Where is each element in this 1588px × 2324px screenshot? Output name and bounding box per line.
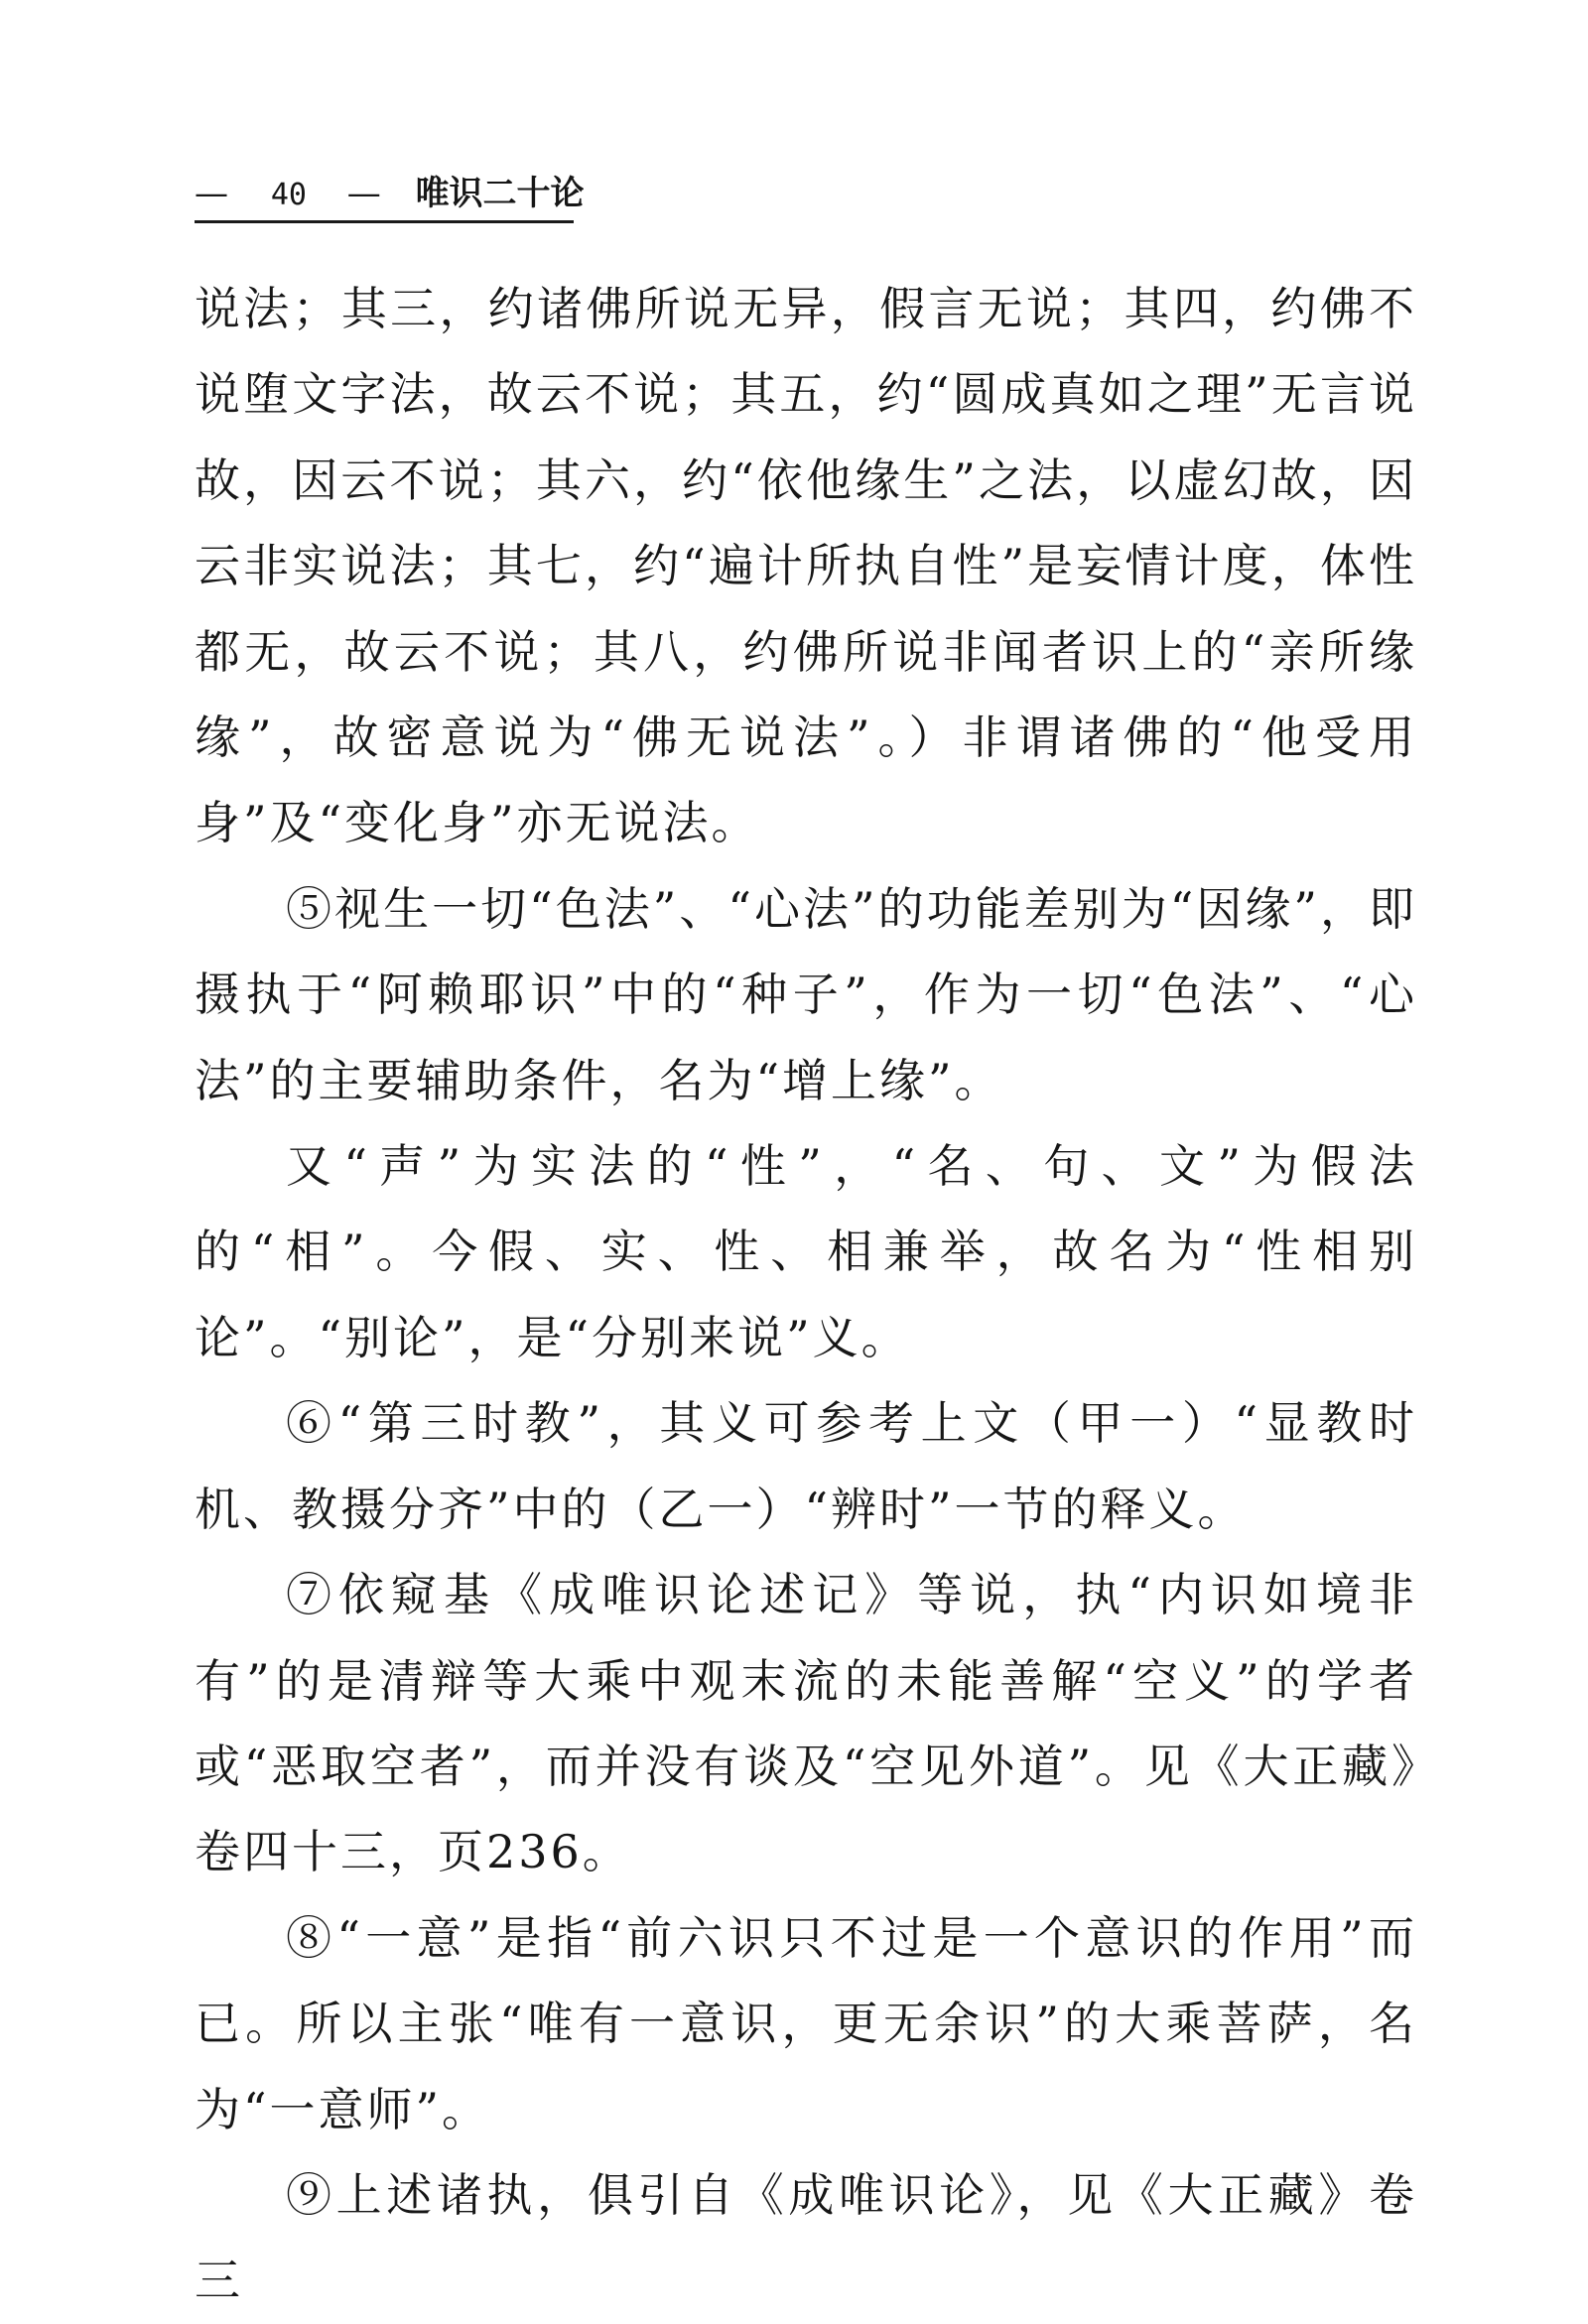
footnote-7: ⑦依窥基《成唯识论述记》等说，执“内识如境非有”的是清辩等大乘中观末流的未能善解“空义”的学者或“恶取空者”，而并没有谈及“空见外道”。见《大正藏》卷四十三，页236。 xyxy=(195,1568,1417,1879)
header-dash-right: — xyxy=(346,174,381,213)
page-number: 40 xyxy=(270,178,307,212)
running-header xyxy=(195,167,585,223)
footnote-6: ⑥“第三时教”，其义可参考上文（甲一）“显教时机、教摄分齐”中的（乙一）“辨时”一节的释义。 xyxy=(195,1396,1417,1536)
footnote-9: ⑨上述诸执，俱引自《成唯识论》，见《大正藏》卷三 xyxy=(195,2167,1417,2308)
footnote-5-continued: 又“声”为实法的“性”，“名、句、文”为假法的“相”。今假、实、性、相兼举，故名为“性相别论”。“别论”，是“分别来说”义。 xyxy=(195,1139,1417,1364)
header-dash-left: — xyxy=(195,174,228,213)
paragraph-continuation: 说法；其三，约诸佛所说无异，假言无说；其四，约佛不说堕文字法，故云不说；其五，约“圆成真如之理”无言说故，因云不说；其六，约“依他缘生”之法，以虚幻故，因云非实说法；其七，约“遍计所执自性”是妄情计度，体性都无，故云不说；其八，约佛所说非闻者识上的“亲所缘缘”，故密意说为“佛无说法”。）非谓诸佛的“他受用身”及“变化身”亦无说法。 xyxy=(195,282,1417,850)
body-text xyxy=(195,266,1417,2324)
book-title: 唯识二十论 xyxy=(415,174,585,213)
footnote-8: ⑧“一意”是指“前六识只不过是一个意识的作用”而已。所以主张“唯有一意识，更无余识”的大乘菩萨，名为“一意师”。 xyxy=(195,1910,1417,2136)
footnote-5: ⑤视生一切“色法”、“心法”的功能差别为“因缘”，即摄执于“阿赖耶识”中的“种子”，作为一切“色法”、“心法”的主要辅助条件，名为“增上缘”。 xyxy=(195,881,1417,1107)
